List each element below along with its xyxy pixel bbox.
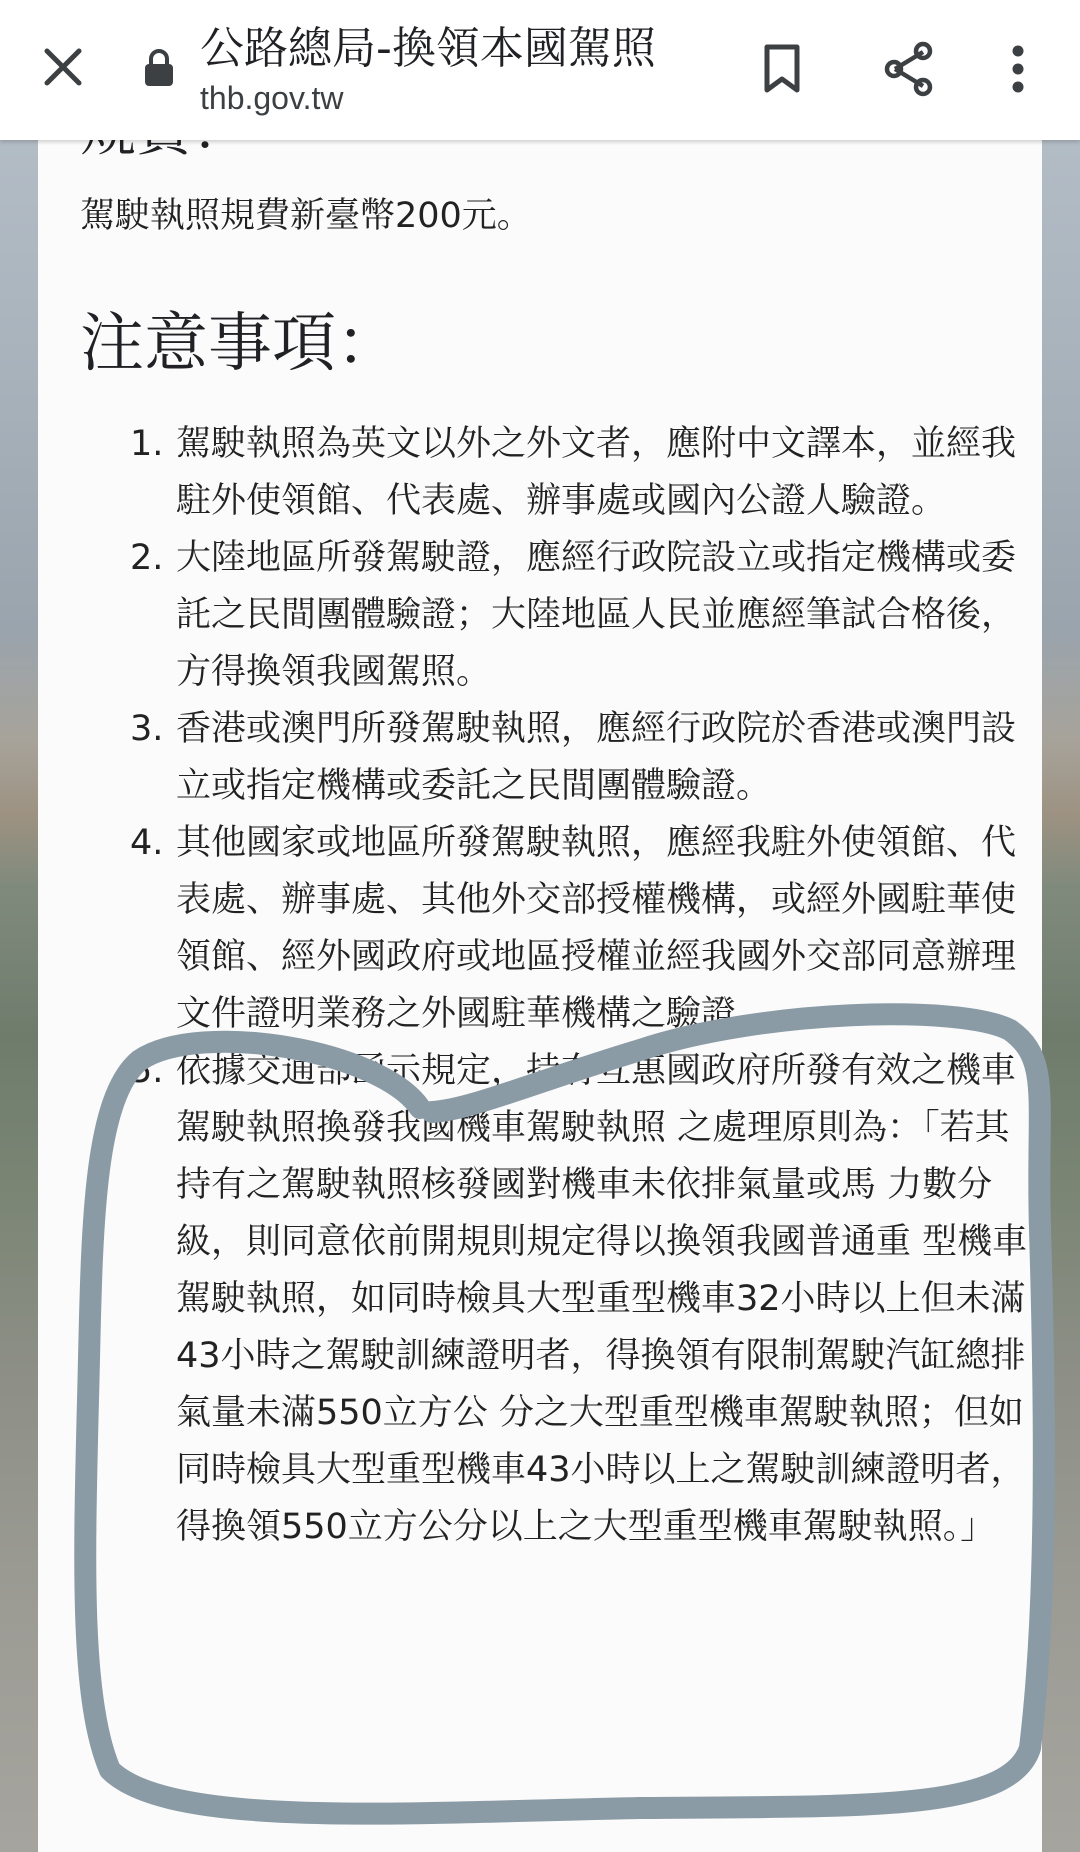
note-number: 3. [130, 709, 164, 749]
note-text: 依據交通部函示規定，持有互惠國政府所發有效之機車駕駛執照換發我國機車駕駛執照 之處理原則為：「若其持有之駕駛執照核發國對機車未依排氣量或馬 力數分級，則同意依前開規則規定得以換領我國普通重 型機車駕駛執照，如同時檢具大型重型機車32小時以上但未滿43小時之駕駛訓練證明者，得換領有限制駕駛汽缸總排氣量未滿550立方公 分之大型重型機車駕駛執照；但如同時檢具大型重型機車43小時以上之駕駛訓練證明者，得換領550立方公分以上之大型重型機車駕駛執照。」 [176, 1051, 1028, 1547]
title-block [200, 20, 720, 118]
notice-heading: 注意事項： [80, 307, 400, 381]
page-content [38, 140, 1042, 1852]
note-text: 駕駛執照為英文以外之外文者，應附中文譯本，並經我駐外使領館、代表處、辦事處或國內公證人驗證。 [176, 424, 1017, 521]
browser-top-bar [0, 0, 1080, 140]
bookmark-button[interactable] [752, 36, 812, 102]
note-item [130, 1043, 1030, 1556]
note-item [130, 701, 1030, 815]
note-text: 香港或澳門所發駕駛執照，應經行政院於香港或澳門設立或指定機構或委託之民間團體驗證。 [176, 709, 1017, 806]
more-vert-icon [1012, 45, 1024, 93]
fee-text: 駕駛執照規費新臺幣200元。 [80, 196, 532, 236]
note-text: 大陸地區所發駕駛證，應經行政院設立或指定機構或委託之民間團體驗證；大陸地區人民並應經筆試合格後，方得換領我國駕照。 [176, 538, 1017, 692]
note-item [130, 815, 1030, 1043]
close-button[interactable] [30, 34, 96, 100]
note-number: 4. [130, 823, 164, 863]
note-item [130, 530, 1030, 701]
page-url: thb.gov.tw [200, 80, 344, 116]
note-item [130, 416, 1030, 530]
close-icon [43, 47, 83, 87]
share-icon [883, 42, 935, 96]
notes-list [130, 416, 1030, 1556]
note-number: 5. [130, 1051, 164, 1091]
note-number: 2. [130, 538, 164, 578]
lock-icon [143, 48, 183, 94]
more-options-button[interactable] [990, 36, 1046, 102]
share-button[interactable] [876, 36, 942, 102]
note-text: 其他國家或地區所發駕駛執照，應經我駐外使領館、代表處、辦事處、其他外交部授權機構，或經外國駐華使領館、經外國政府或地區授權並經我國外交部同意辦理文件證明業務之外國駐華機構之驗證。 [176, 823, 1017, 1034]
note-number: 1. [130, 424, 164, 464]
bookmark-icon [762, 44, 802, 94]
page-title: 公路總局-換領本國駕照 [200, 23, 656, 74]
